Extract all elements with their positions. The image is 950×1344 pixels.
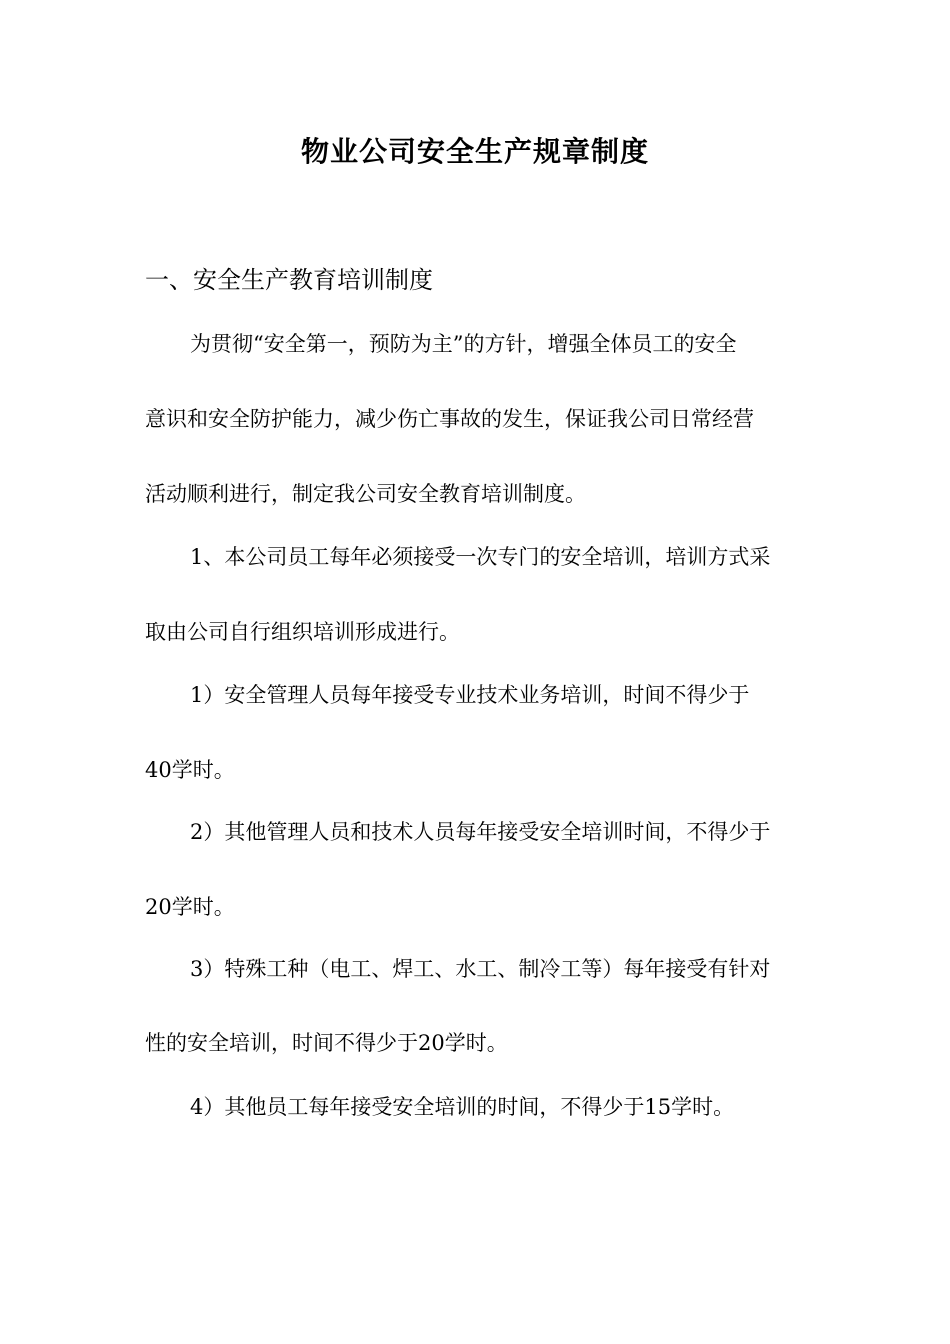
paragraph-line: 意识和安全防护能力，减少伤亡事故的发生，保证我公司日常经营 <box>145 407 754 431</box>
paragraph-line: 性的安全培训，时间不得少于20学时。 <box>145 1031 508 1055</box>
paragraph-line: 40学时。 <box>145 758 235 782</box>
paragraph-line: 4）其他员工每年接受安全培训的时间，不得少于15学时。 <box>190 1095 735 1119</box>
paragraph-line: 1、本公司员工每年必须接受一次专门的安全培训，培训方式采 <box>190 545 771 569</box>
paragraph-line: 2）其他管理人员和技术人员每年接受安全培训时间，不得少于 <box>190 820 771 844</box>
paragraph-line: 取由公司自行组织培训形成进行。 <box>145 620 460 644</box>
paragraph-line: 1）安全管理人员每年接受专业技术业务培训，时间不得少于 <box>190 683 750 707</box>
paragraph-line: 为贯彻“安全第一，预防为主”的方针，增强全体员工的安全 <box>190 332 737 356</box>
paragraph-line: 20学时。 <box>145 895 235 919</box>
document-title: 物业公司安全生产规章制度 <box>300 135 649 168</box>
paragraph-line: 3）特殊工种（电工、焊工、水工、制冷工等）每年接受有针对 <box>190 957 771 981</box>
paragraph-line: 活动顺利进行，制定我公司安全教育培训制度。 <box>145 482 586 506</box>
section-heading: 一、安全生产教育培训制度 <box>145 266 433 294</box>
